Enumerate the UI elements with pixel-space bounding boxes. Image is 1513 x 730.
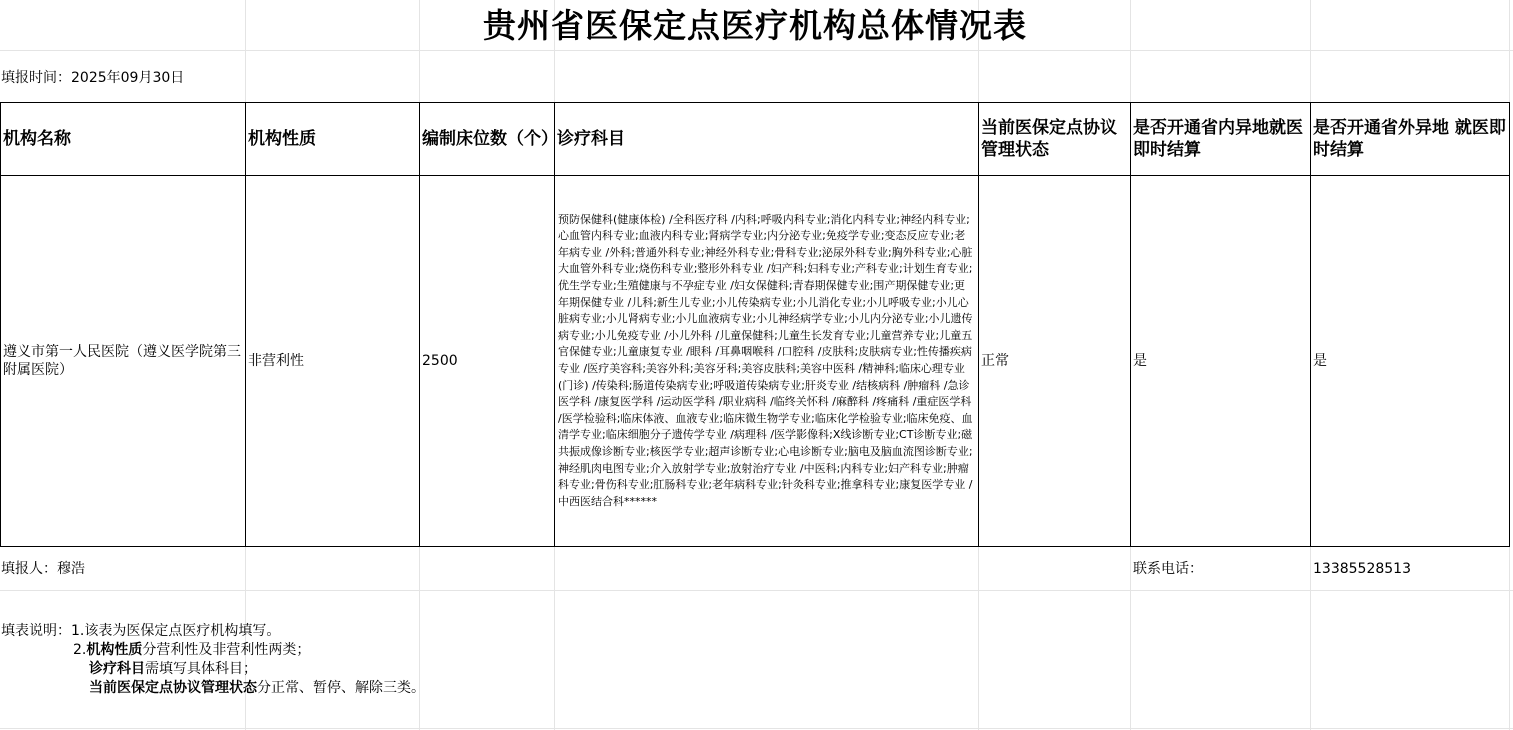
page-title: 贵州省医保定点医疗机构总体情况表 [483, 6, 1027, 45]
cell-institution-nature[interactable]: 非营利性 [246, 176, 420, 547]
header-bed-count[interactable]: 编制床位数（个） [420, 103, 555, 176]
gridline [0, 50, 1513, 51]
cell-bed-count[interactable]: 2500 [420, 176, 555, 547]
header-institution-nature[interactable]: 机构性质 [246, 103, 420, 176]
cell-out-province-settlement[interactable]: 是 [1311, 176, 1510, 547]
institution-table [0, 102, 1510, 547]
note-line-1 [1, 622, 425, 641]
cell-agreement-status[interactable]: 正常 [979, 176, 1131, 547]
gridline [0, 590, 1513, 591]
note-item-3-text: 需填写具体科目； [145, 661, 257, 677]
header-out-province-settlement[interactable]: 是否开通省外异地 就医即时结算 [1311, 103, 1510, 176]
reporter: 填报人：穆浩 [1, 561, 85, 577]
header-institution-name[interactable]: 机构名称 [1, 103, 246, 176]
cell-subjects[interactable]: 预防保健科(健康体检) /全科医疗科 /内科;呼吸内科专业;消化内科专业;神经内科专业;心血管内科专业;血液内科专业;肾病学专业;内分泌专业;免疫学专业;变态反应专业;老年病专业 /外科;普通外科专业;神经外科专业;骨科专业;泌尿外科专业;胸外科专业;心脏大血管外科专业;烧伤科专业;整形外科专业 /妇产科;妇科专业;产科专业;计划生育专业;优生学专业;生殖健康与不孕症专业 /妇女保健科;青春期保健专业;围产期保健专业;更年期保健专业 /儿科;新生儿专业;小儿传染病专业;小儿消化专业;小儿呼吸专业;小儿心脏病专业;小儿肾病专业;小儿血液病专业;小儿神经病学专业;小儿内分泌专业;小儿遗传病专业;小儿免疫专业 /小儿外科 /儿童保健科;儿童生长发育专业;儿童营养专业;儿童五官保健专业;儿童康复专业 /眼科 /耳鼻咽喉科 /口腔科 /皮肤科;皮肤病专业;性传播疾病专业 /医疗美容科;美容外科;美容牙科;美容皮肤科;美容中医科 /精神科;临床心理专业(门诊) /传染科;肠道传染病专业;呼吸道传染病专业;肝炎专业 /结核病科 /肿瘤科 /急诊医学科 /康复医学科 /运动医学科 /职业病科 /临终关怀科 /麻醉科 /疼痛科 /重症医学科 /医学检验科;临床体液、血液专业;临床微生物学专业;临床化学检验专业;临床免疫、血清学专业;临床细胞分子遗传学专业 /病理科 /医学影像科;X线诊断专业;CT诊断专业;磁共振成像诊断专业;核医学专业;超声诊断专业;心电诊断专业;脑电及脑血流图诊断专业;神经肌肉电图专业;介入放射学专业;放射治疗专业 /中医科;内科专业;妇产科专业;肿瘤科专业;骨伤科专业;肛肠科专业;老年病科专业;针灸科专业;推拿科专业;康复医学专业 /中西医结合科****** [555, 176, 979, 547]
note-item-1: 1.该表为医保定点医疗机构填写。 [71, 623, 281, 639]
note-line-4 [1, 679, 425, 698]
table-row [1, 176, 1510, 547]
phone-number: 13385528513 [1313, 561, 1411, 577]
cell-in-province-settlement[interactable]: 是 [1131, 176, 1311, 547]
cell-institution-name[interactable]: 遵义市第一人民医院（遵义医学院第三附属医院） [1, 176, 246, 547]
note-line-2 [1, 641, 425, 660]
note-item-2-text: 分营利性及非营利性两类； [142, 642, 311, 658]
note-item-4-term: 当前医保定点协议管理状态 [89, 680, 257, 696]
header-subjects[interactable]: 诊疗科目 [555, 103, 979, 176]
note-item-3-term: 诊疗科目 [89, 661, 145, 677]
phone-label: 联系电话： [1133, 561, 1203, 577]
note-prefix: 填表说明： [1, 623, 71, 639]
note-line-3 [1, 660, 425, 679]
note-item-4-text: 分正常、暂停、解除三类。 [257, 680, 425, 696]
note-item-2-term: 机构性质 [86, 642, 143, 658]
fill-instructions [1, 622, 425, 698]
note-item-2-number: 2. [73, 642, 87, 658]
header-in-province-settlement[interactable]: 是否开通省内异地就医即时结算 [1131, 103, 1311, 176]
header-agreement-status[interactable]: 当前医保定点协议管理状态 [979, 103, 1131, 176]
gridline [0, 728, 1513, 729]
table-header-row [1, 103, 1510, 176]
fill-time: 填报时间：2025年09月30日 [1, 70, 185, 86]
